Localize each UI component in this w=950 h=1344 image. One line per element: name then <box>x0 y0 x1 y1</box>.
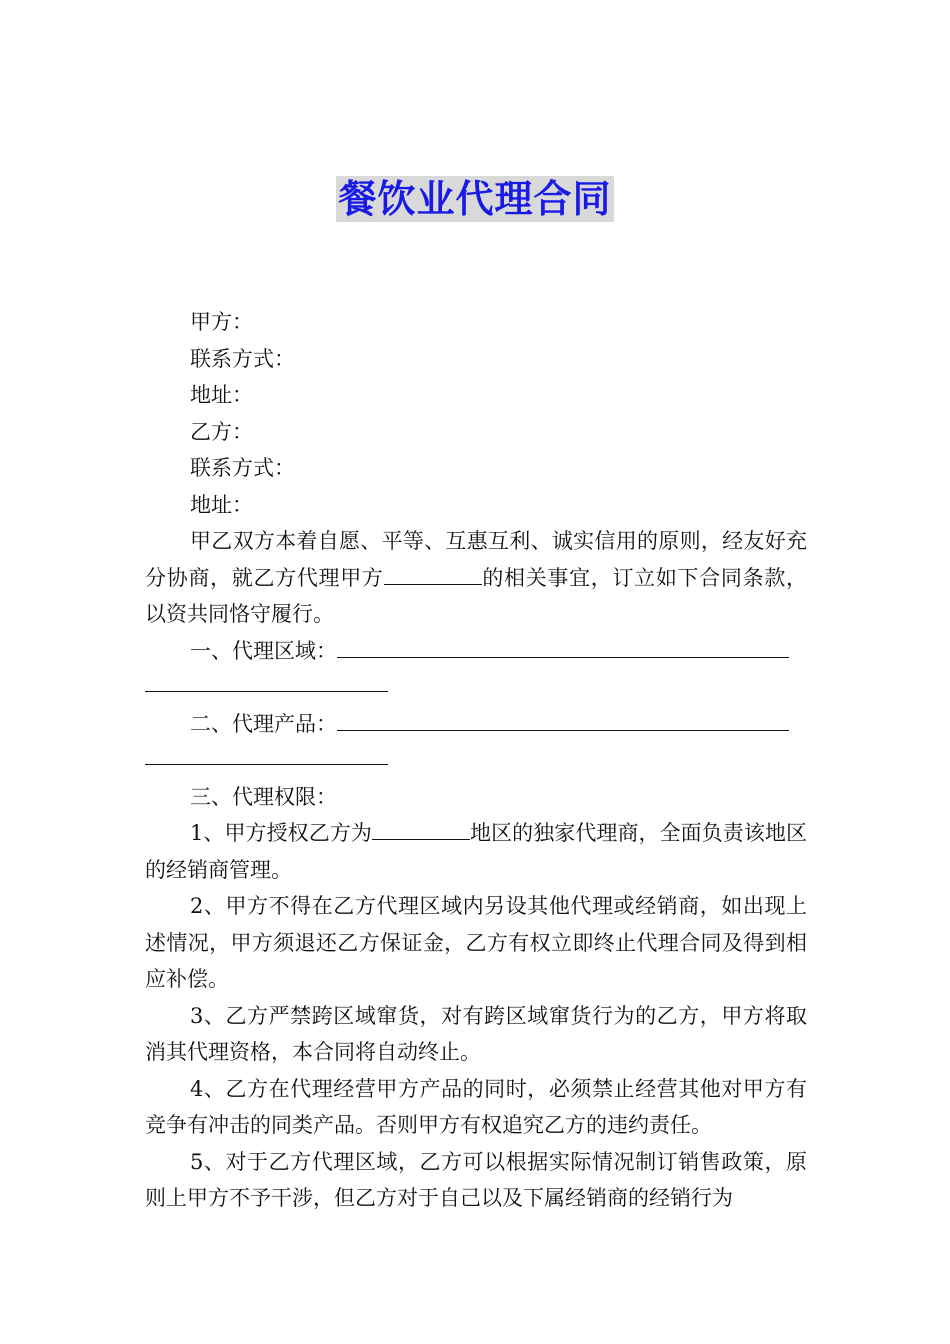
fill-in-blank[interactable] <box>384 562 482 585</box>
intro-text-after: 的相关事宜，订立如下合同条款，以资共同恪守履行。 <box>145 565 808 626</box>
party-b-contact-label: 联系方式： <box>190 456 295 480</box>
party-b-address-label: 地址： <box>190 492 253 517</box>
clause-2: 2、甲方不得在乙方代理区域内另设其他代理或经销商，如出现上述情况，甲方须退还乙方保证金，乙方有权立即终止代理合同及得到相应补偿。 <box>145 894 807 991</box>
product-blank-continuation <box>145 742 807 779</box>
section-area <box>145 633 807 670</box>
clause-3: 3、乙方严禁跨区域窜货，对有跨区域窜货行为的乙方，甲方将取消其代理资格，本合同将自动终止。 <box>145 1003 807 1064</box>
section-authority-label: 三、代理权限： <box>190 784 337 809</box>
area-blank[interactable] <box>337 635 789 658</box>
clause-1-after: 地区的独家代理商，全面负责该地区的经销商管理。 <box>145 821 807 882</box>
party-a-contact-label: 联系方式： <box>190 346 295 371</box>
title-container <box>0 176 950 222</box>
product-blank-cont[interactable] <box>145 742 388 765</box>
party-b-label: 乙方： <box>190 419 253 444</box>
intro-text-before: 甲乙双方本着自愿、平等、互惠互利、诚实信用的原则，经友好充分协商，就乙方代理甲方 <box>145 529 807 590</box>
section-area-label: 一、代理区域： <box>190 638 337 663</box>
party-a-address-label: 地址： <box>190 383 253 407</box>
area-blank-cont[interactable] <box>145 669 388 692</box>
clause-5: 5、对于乙方代理区域，乙方可以根据实际情况制订销售政策，原则上甲方不予干涉，但乙方对于自己以及下属经销商的经销行为 <box>145 1149 807 1210</box>
clause-1 <box>145 815 807 888</box>
section-product-label: 二、代理产品： <box>190 711 337 736</box>
clause-4: 4、乙方在代理经营甲方产品的同时，必须禁止经营其他对甲方有竞争有冲击的同类产品。否则甲方有权追究乙方的违约责任。 <box>145 1076 807 1137</box>
region-blank[interactable] <box>372 817 470 840</box>
document-title: 餐饮业代理合同 <box>338 177 612 221</box>
area-blank-continuation <box>145 669 807 706</box>
product-blank[interactable] <box>337 708 789 731</box>
section-product <box>145 706 807 743</box>
clause-1-before: 1、甲方授权乙方为 <box>190 821 372 845</box>
intro-paragraph <box>145 523 807 633</box>
party-a-label: 甲方： <box>190 310 253 334</box>
contract-body <box>145 304 807 1217</box>
